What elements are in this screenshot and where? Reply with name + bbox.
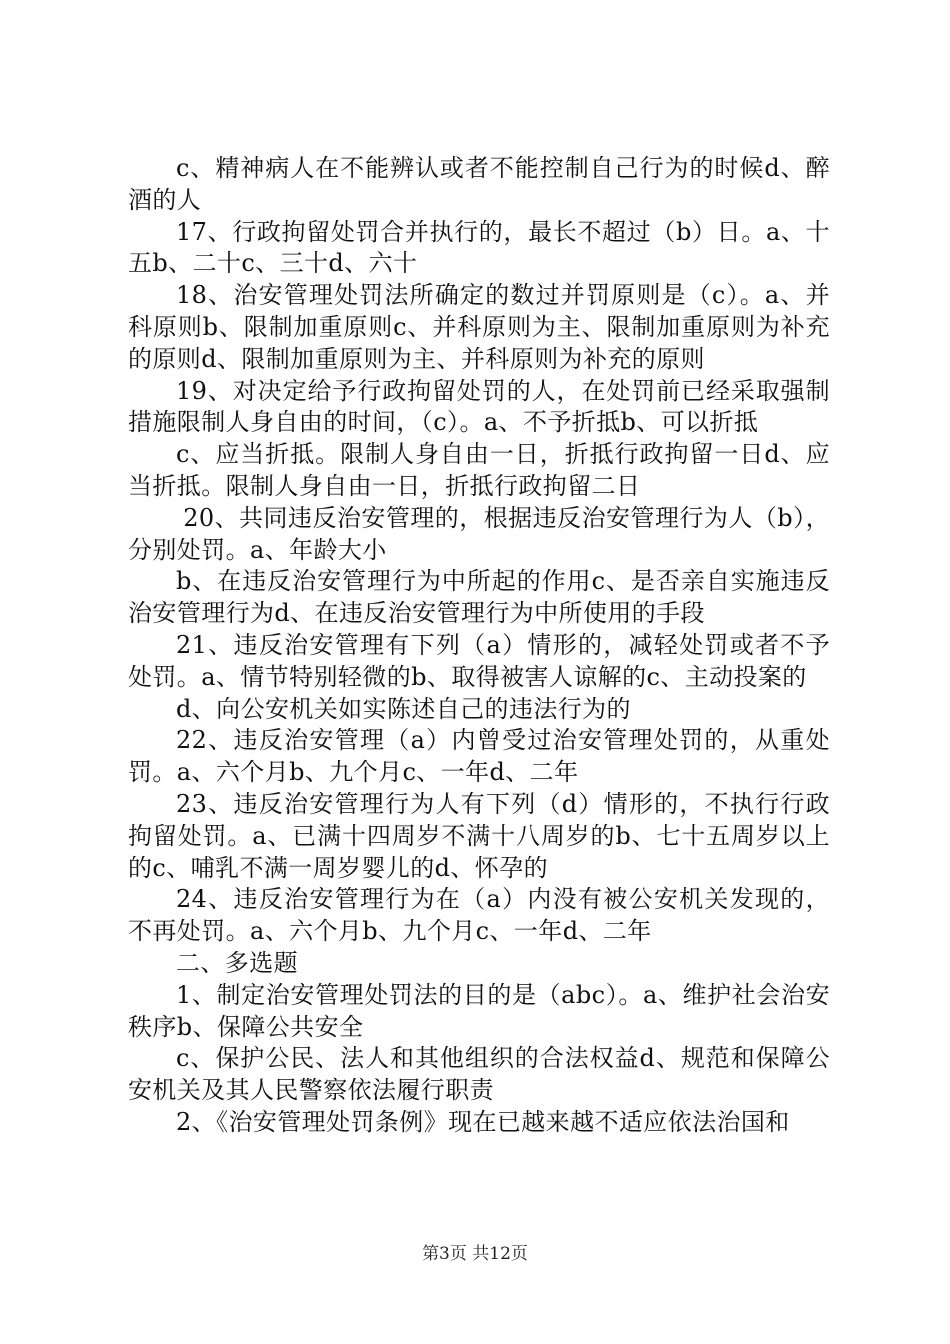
paragraph: 22、违反治安管理（a）内曾受过治安管理处罚的，从重处罚。a、六个月b、九个月c、一年d、二年: [128, 726, 830, 787]
paragraph: 18、治安管理处罚法所确定的数过并罚原则是（c）。a、并科原则b、限制加重原则c、并科原则为主、限制加重原则为补充的原则d、限制加重原则为主、并科原则为补充的原则: [128, 281, 830, 373]
paragraph: 21、违反治安管理有下列（a）情形的，减轻处罚或者不予处罚。a、情节特别轻微的b、取得被害人谅解的c、主动投案的: [128, 630, 830, 691]
paragraph: 23、违反治安管理行为人有下列（d）情形的，不执行行政拘留处罚。a、已满十四周岁不满十八周岁的b、七十五周岁以上的c、哺乳不满一周岁婴儿的d、怀孕的: [128, 789, 830, 882]
paragraph: 19、对决定给予行政拘留处罚的人，在处罚前已经采取强制措施限制人身自由的时间，（c）。a、不予折抵b、可以折抵: [128, 376, 830, 437]
paragraph: 24、违反治安管理行为在（a）内没有被公安机关发现的，不再处罚。a、六个月b、九个月c、一年d、二年: [128, 885, 830, 946]
paragraph: c、保护公民、法人和其他组织的合法权益d、规范和保障公安机关及其人民警察依法履行职责: [128, 1044, 830, 1105]
paragraph: c、精神病人在不能辨认或者不能控制自己行为的时候d、醉酒的人: [128, 154, 830, 214]
document-body: [128, 153, 830, 1139]
paragraph: d、向公安机关如实陈述自己的违法行为的: [176, 694, 631, 723]
paragraph: 2、《治安管理处罚条例》现在已越来越不适应依法治国和: [176, 1107, 790, 1136]
paragraph: 17、行政拘留处罚合并执行的，最长不超过（b）日。a、十五b、二十c、三十d、六十: [128, 217, 830, 278]
paragraph: c、应当折抵。限制人身自由一日，折抵行政拘留一日d、应当折抵。限制人身自由一日，折抵行政拘留二日: [128, 440, 830, 500]
section-heading: 二、多选题: [176, 948, 298, 977]
page-number-footer: 第3页 共12页: [422, 1244, 528, 1264]
paragraph: 1、制定治安管理处罚法的目的是（abc）。a、维护社会治安秩序b、保障公共安全: [128, 980, 830, 1041]
paragraph: b、在违反治安管理行为中所起的作用c、是否亲自实施违反治安管理行为d、在违反治安管理行为中所使用的手段: [128, 567, 830, 628]
paragraph: 20、共同违反治安管理的，根据违反治安管理行为人（b），分别处罚。a、年龄大小: [128, 503, 830, 564]
